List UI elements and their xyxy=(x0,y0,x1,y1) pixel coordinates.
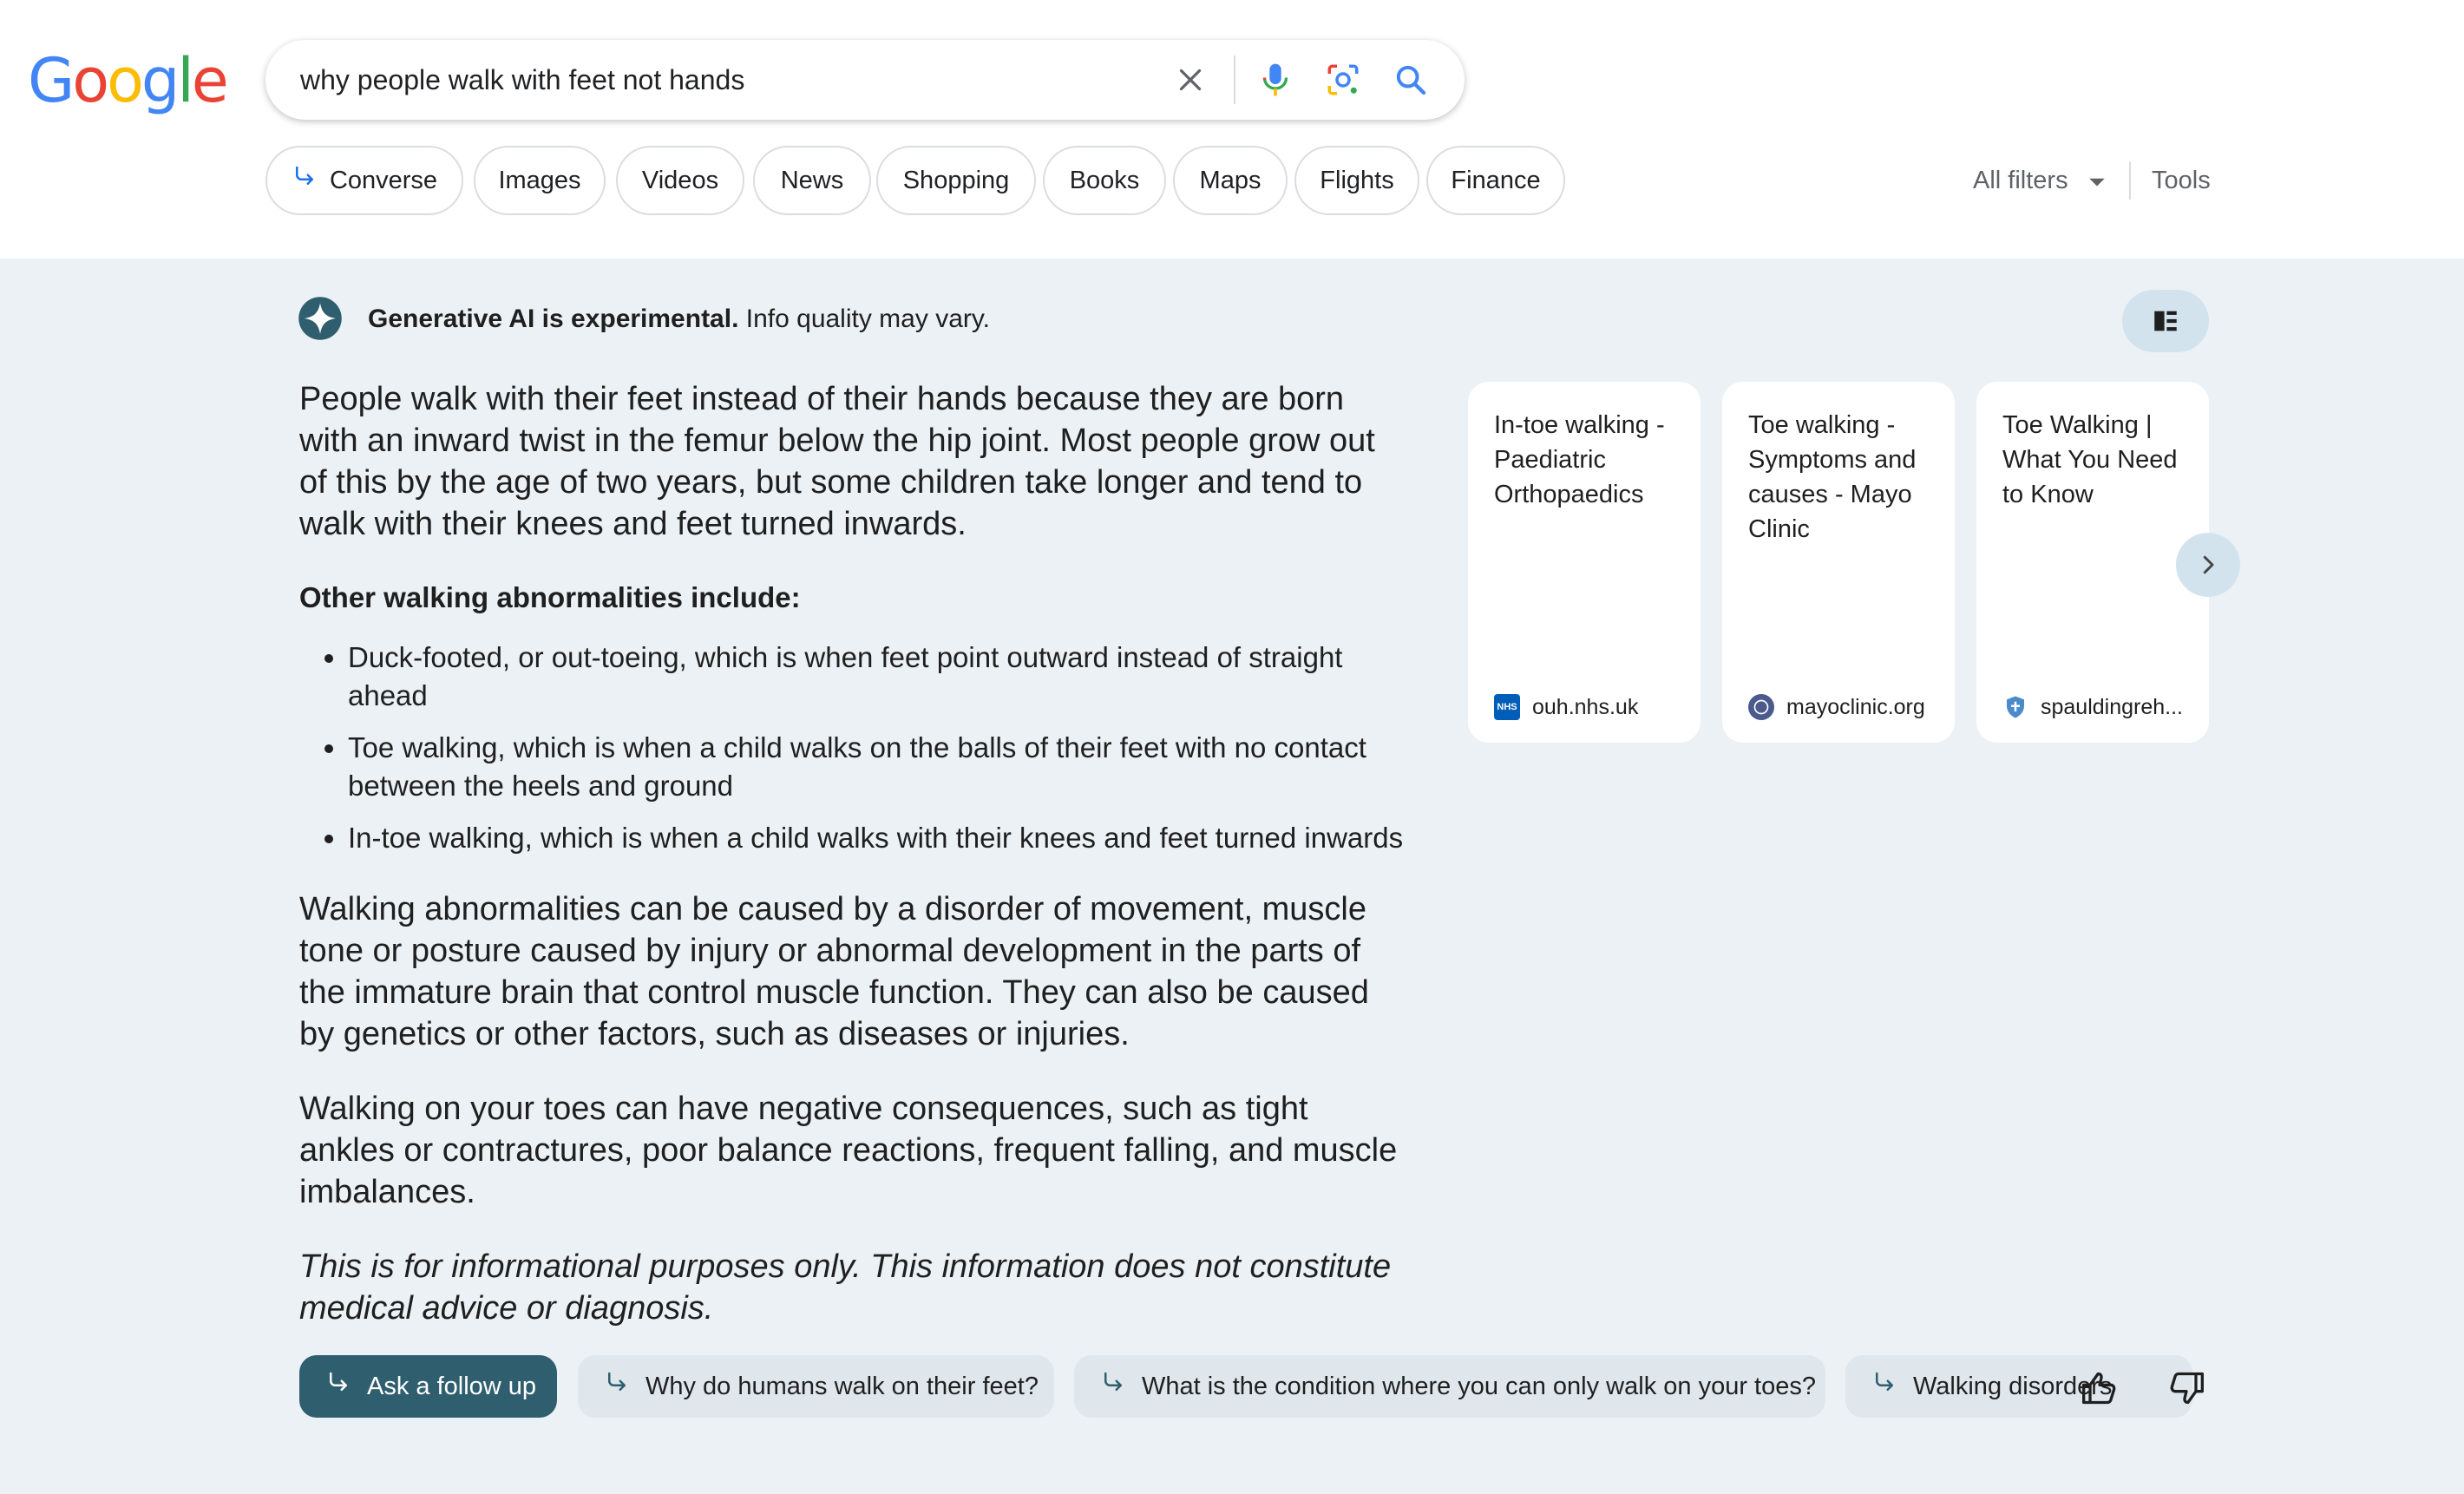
source-card[interactable] xyxy=(1468,382,1701,743)
list-item: • In-toe walking, which is when a child walks with their knees and feet turned inwards xyxy=(348,819,1406,857)
tab-images[interactable]: Images xyxy=(474,146,606,215)
arrow-icon xyxy=(604,1356,630,1419)
tab-shopping[interactable]: Shopping xyxy=(876,146,1036,215)
logo-letter: g xyxy=(141,45,178,116)
source-cards xyxy=(1468,382,2209,744)
tab-converse[interactable] xyxy=(265,146,463,215)
tab-label: Converse xyxy=(329,167,438,194)
list-item: • Duck-footed, or out-toeing, which is when feet point outward instead of straight ahead xyxy=(348,639,1406,715)
source-domain: spauldingreh... xyxy=(2041,694,2184,719)
source-card[interactable] xyxy=(1976,382,2209,743)
tab-videos[interactable]: Videos xyxy=(616,146,744,215)
thumbs-up-icon[interactable] xyxy=(2081,1369,2119,1407)
logo-letter: o xyxy=(107,45,141,116)
logo-letter: e xyxy=(191,45,226,116)
source-site xyxy=(2002,694,2185,720)
medical-disclaimer: This is for informational purposes only. This information does not constitute medical advice or diagnosis. xyxy=(299,1248,1392,1327)
source-site xyxy=(1494,694,1676,720)
answer-paragraph: Walking abnormalities can be caused by a disorder of movement, muscle tone or posture caused by injury or abnormal development in the parts of the immature brain that control muscle function. They can also be caused by genetics or other factors, such as diseases or injuries. xyxy=(299,891,1369,1052)
tab-books[interactable]: Books xyxy=(1043,146,1166,215)
search-input[interactable]: why people walk with feet not hands xyxy=(300,64,745,95)
converse-arrow-icon xyxy=(292,148,318,214)
ai-disclaimer xyxy=(368,302,990,337)
disclaimer-bold: Generative AI is experimental. xyxy=(368,305,739,333)
arrow-icon xyxy=(1100,1356,1126,1419)
shield-favicon-icon xyxy=(2002,694,2028,720)
follow-up-chips xyxy=(299,1355,2113,1418)
tab-news[interactable]: News xyxy=(753,146,871,215)
all-filters-button[interactable] xyxy=(1973,163,2107,199)
ask-label: Ask a follow up xyxy=(367,1373,537,1400)
suggestion-chip[interactable] xyxy=(578,1355,1054,1418)
logo-letter: o xyxy=(72,45,108,116)
source-title: In-toe walking - Paediatric Orthopaedics xyxy=(1494,411,1665,508)
microphone-icon[interactable] xyxy=(1255,59,1296,101)
thumbs-down-icon[interactable] xyxy=(2167,1369,2205,1407)
list-item: • Toe walking, which is when a child walks on the balls of their feet with no contact between the heels and ground xyxy=(348,729,1406,805)
nhs-favicon-icon: NHS xyxy=(1494,694,1520,720)
mayo-favicon-icon xyxy=(1748,694,1774,720)
chevron-right-icon xyxy=(2195,552,2221,578)
tab-maps[interactable]: Maps xyxy=(1173,146,1288,215)
suggestion-label: What is the condition where you can only walk on your toes? xyxy=(1142,1373,1816,1400)
caret-down-icon xyxy=(2087,164,2107,199)
arrow-icon xyxy=(1871,1356,1897,1419)
suggestion-chip[interactable] xyxy=(1845,1355,2192,1418)
next-sources-button[interactable] xyxy=(2176,533,2240,597)
layout-toggle-button[interactable] xyxy=(2122,290,2209,352)
google-logo[interactable] xyxy=(28,45,226,116)
logo-letter: G xyxy=(28,45,73,116)
suggestion-chip[interactable] xyxy=(1074,1355,1825,1418)
abnormalities-list xyxy=(299,639,1406,857)
clear-icon[interactable] xyxy=(1170,59,1211,101)
suggestion-label: Walking disorders xyxy=(1913,1373,2113,1400)
all-filters-label: All filters xyxy=(1973,167,2068,194)
tab-flights[interactable]: Flights xyxy=(1294,146,1419,215)
answer-subheading: Other walking abnormalities include: xyxy=(299,581,801,613)
source-domain: mayoclinic.org xyxy=(1786,694,1925,719)
lens-icon[interactable] xyxy=(1322,59,1364,101)
answer-paragraph: People walk with their feet instead of their hands because they are born with an inward twist in the femur below the hip joint. Most people grow out of this by the age of two years, but some children take longer and tend to walk with their knees and feet turned inwards. xyxy=(299,381,1375,542)
ask-follow-up-button[interactable] xyxy=(299,1355,557,1418)
search-divider xyxy=(1234,56,1235,104)
search-box[interactable] xyxy=(265,40,1465,120)
answer-paragraph: Walking on your toes can have negative consequences, such as tight ankles or contractures, poor balance reactions, frequent falling, and muscle imbalances. xyxy=(299,1091,1398,1210)
tab-finance[interactable]: Finance xyxy=(1426,146,1565,215)
ai-answer xyxy=(299,378,1406,1329)
layout-icon xyxy=(2151,306,2180,336)
gemini-sparkle-icon xyxy=(297,295,344,346)
arrow-icon xyxy=(325,1356,351,1419)
source-domain: ouh.nhs.uk xyxy=(1532,694,1639,719)
source-title: Toe Walking | What You Need to Know xyxy=(2002,411,2178,508)
disclaimer-rest: Info quality may vary. xyxy=(738,305,990,333)
tools-button[interactable]: Tools xyxy=(2152,167,2211,194)
source-title: Toe walking - Symptoms and causes - Mayo Clinic xyxy=(1748,411,1917,543)
suggestion-label: Why do humans walk on their feet? xyxy=(645,1373,1039,1400)
logo-letter: l xyxy=(177,45,192,116)
search-icon[interactable] xyxy=(1390,59,1432,101)
source-card[interactable] xyxy=(1722,382,1955,743)
filters-divider xyxy=(2129,161,2131,200)
source-site xyxy=(1748,694,1930,720)
